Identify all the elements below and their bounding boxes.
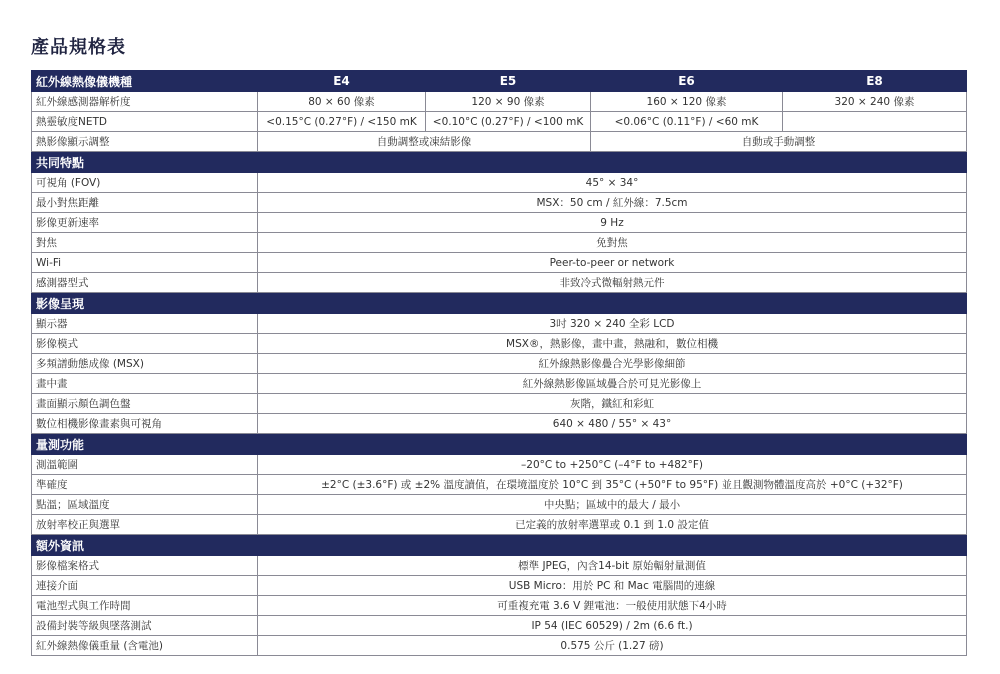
table-row [32,132,967,152]
row-label: 影像模式 [32,334,258,354]
cell-value: MSX®，熱影像，畫中畫，熱融和，數位相機 [258,334,967,354]
section-header-row [32,152,967,173]
cell-value: 自動或手動調整 [591,132,967,152]
table-row [32,173,967,193]
table-row [32,233,967,253]
cell-value: 640 × 480 / 55° × 43° [258,414,967,434]
cell-value: 0.575 公斤 (1.27 磅) [258,636,967,656]
row-label: 熱靈敏度NETD [32,112,258,132]
cell-value [783,112,967,132]
row-label: 畫面顯示顏色調色盤 [32,394,258,414]
table-row [32,213,967,233]
row-label: 紅外線感測器解析度 [32,92,258,112]
row-label: 放射率校正與選單 [32,515,258,535]
model-e6-header: E6 [591,71,783,92]
cell-value: <0.06°C (0.11°F) / <60 mK [591,112,783,132]
row-label: 可視角 (FOV) [32,173,258,193]
cell-value: 9 Hz [258,213,967,233]
table-row [32,394,967,414]
row-label: 電池型式與工作時間 [32,596,258,616]
table-row [32,354,967,374]
row-label: 熱影像顯示調整 [32,132,258,152]
cell-value: ±2°C (±3.6°F) 或 ±2% 溫度讀值，在環境溫度於 10°C 到 35°C (+50°F to 95°F) 並且觀測物體溫度高於 +0°C (+32°F) [258,475,967,495]
table-row [32,556,967,576]
cell-value: Peer-to-peer or network [258,253,967,273]
row-label: 影像更新速率 [32,213,258,233]
table-row [32,314,967,334]
section-title: 量測功能 [32,434,967,455]
model-e5-header: E5 [426,71,591,92]
row-label: 設備封裝等級與墜落測試 [32,616,258,636]
row-label: 影像檔案格式 [32,556,258,576]
table-row [32,475,967,495]
table-row [32,112,967,132]
cell-value: <0.15°C (0.27°F) / <150 mK [258,112,426,132]
row-label: 準確度 [32,475,258,495]
cell-value: 中央點；區域中的最大 / 最小 [258,495,967,515]
section-title: 共同特點 [32,152,967,173]
row-label: 畫中畫 [32,374,258,394]
cell-value: 灰階，鐵紅和彩虹 [258,394,967,414]
cell-value: USB Micro：用於 PC 和 Mac 電腦間的連線 [258,576,967,596]
table-row [32,92,967,112]
section-title: 額外資訊 [32,535,967,556]
cell-value: MSX：50 cm / 紅外線：7.5cm [258,193,967,213]
cell-value: 45° × 34° [258,173,967,193]
table-row [32,193,967,213]
table-row [32,515,967,535]
table-row [32,273,967,293]
row-label: 數位相機影像畫素與可視角 [32,414,258,434]
page-title: 產品規格表 [31,37,126,58]
row-label: 顯示器 [32,314,258,334]
cell-value: 自動調整或凍結影像 [258,132,591,152]
row-label: 感測器型式 [32,273,258,293]
cell-value: 已定義的放射率選單或 0.1 到 1.0 設定值 [258,515,967,535]
section-header-row [32,434,967,455]
table-row [32,334,967,354]
row-label: 測溫範圍 [32,455,258,475]
row-label: 多頻譜動態成像 (MSX) [32,354,258,374]
cell-value: 免對焦 [258,233,967,253]
cell-value: 3吋 320 × 240 全彩 LCD [258,314,967,334]
cell-value: 可重複充電 3.6 V 鋰電池：一般使用狀態下4小時 [258,596,967,616]
table-row [32,596,967,616]
table-row [32,495,967,515]
table-row [32,374,967,394]
section-header-row [32,293,967,314]
table-row [32,455,967,475]
cell-value: –20°C to +250°C (–4°F to +482°F) [258,455,967,475]
row-label: 紅外線熱像儀重量 (含電池) [32,636,258,656]
cell-value: 標準 JPEG，內含14-bit 原始輻射量測值 [258,556,967,576]
cell-value: 320 × 240 像素 [783,92,967,112]
cell-value: 160 × 120 像素 [591,92,783,112]
cell-value: 紅外線熱影像疊合光學影像細節 [258,354,967,374]
row-label: 點溫；區域溫度 [32,495,258,515]
cell-value: IP 54 (IEC 60529) / 2m (6.6 ft.) [258,616,967,636]
model-header-label: 紅外線熱像儀機種 [32,71,258,92]
cell-value: 80 × 60 像素 [258,92,426,112]
spec-table [31,70,967,656]
cell-value: 120 × 90 像素 [426,92,591,112]
table-row [32,616,967,636]
table-row [32,576,967,596]
cell-value: 非致冷式微輻射熱元件 [258,273,967,293]
cell-value: 紅外線熱影像區域疊合於可見光影像上 [258,374,967,394]
table-row [32,414,967,434]
model-e4-header: E4 [258,71,426,92]
table-row [32,253,967,273]
cell-value: <0.10°C (0.27°F) / <100 mK [426,112,591,132]
model-header-row [32,71,967,92]
row-label: 對焦 [32,233,258,253]
table-row [32,636,967,656]
row-label: Wi-Fi [32,253,258,273]
model-e8-header: E8 [783,71,967,92]
row-label: 連接介面 [32,576,258,596]
row-label: 最小對焦距離 [32,193,258,213]
section-header-row [32,535,967,556]
section-title: 影像呈現 [32,293,967,314]
